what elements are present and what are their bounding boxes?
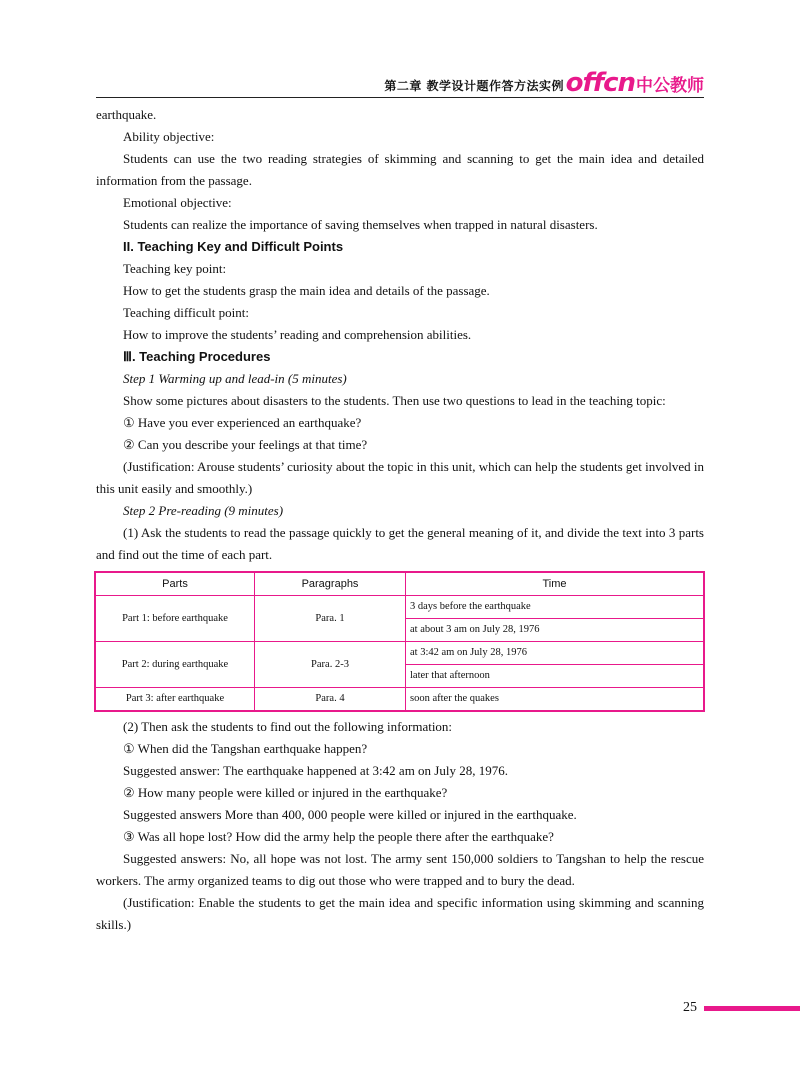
table-cell-part: Part 2: during earthquake	[95, 642, 255, 688]
table-cell-time: later that afternoon	[406, 665, 705, 688]
ability-objective-text: Students can use the two reading strategies of skimming and scanning to get the main idea and detailed information from the passage.	[96, 151, 704, 188]
key-point-text: How to get the students grasp the main idea and details of the passage.	[123, 283, 490, 298]
table-header-cell: Time	[406, 572, 705, 596]
table-row	[95, 642, 704, 665]
ability-objective-label: Ability objective:	[123, 129, 215, 144]
table-cell-time: at about 3 am on July 28, 1976	[406, 619, 705, 642]
emotional-objective-label: Emotional objective:	[123, 195, 232, 210]
table-cell-time: 3 days before the earthquake	[406, 596, 705, 619]
question-2: ② Can you describe your feelings at that time?	[123, 437, 368, 452]
parts-table	[94, 571, 705, 712]
table-row	[95, 596, 704, 619]
answer-4: Suggested answers More than 400, 000 people were killed or injured in the earthquake.	[123, 807, 577, 822]
step-2-heading: Step 2 Pre-reading (9 minutes)	[123, 503, 284, 518]
logo-latin-text: offcn	[565, 68, 635, 98]
step-2-followup: (2) Then ask the students to find out the following information:	[123, 719, 453, 734]
difficult-point-text: How to improve the students’ reading and comprehension abilities.	[123, 327, 472, 342]
page-accent-bar	[704, 1006, 800, 1011]
question-1: ① Have you ever experienced an earthquake?	[123, 415, 362, 430]
page-number: 25	[683, 1000, 697, 1015]
table-cell-part: Part 3: after earthquake	[95, 688, 255, 712]
table-row	[95, 688, 704, 712]
page-body	[96, 104, 704, 936]
table-header-cell: Parts	[95, 572, 255, 596]
answer-3: Suggested answer: The earthquake happened at 3:42 am on July 28, 1976.	[123, 763, 508, 778]
section-heading-procedures: Ⅲ. Teaching Procedures	[123, 349, 271, 364]
emotional-objective-text: Students can realize the importance of saving themselves when trapped in natural disasters.	[123, 217, 598, 232]
difficult-point-label: Teaching difficult point:	[123, 305, 249, 320]
table-cell-para: Para. 1	[255, 596, 406, 642]
table-header-row	[95, 572, 704, 596]
justification-2: (Justification: Enable the students to get the main idea and specific information using skimming and scanning skills.)	[96, 895, 704, 932]
table-cell-time: at 3:42 am on July 28, 1976	[406, 642, 705, 665]
question-4: ② How many people were killed or injured in the earthquake?	[123, 785, 448, 800]
question-5: ③ Was all hope lost? How did the army help the people there after the earthquake?	[123, 829, 554, 844]
table-cell-time: soon after the quakes	[406, 688, 705, 712]
text-line: earthquake.	[96, 107, 157, 122]
step-2-instruction: (1) Ask the students to read the passage quickly to get the general meaning of it, and divide the text into 3 parts and find out the time of each part.	[96, 525, 704, 562]
step-1-heading: Step 1 Warming up and lead-in (5 minutes)	[123, 371, 347, 386]
question-3: ① When did the Tangshan earthquake happen?	[123, 741, 368, 756]
chapter-title: 第二章 教学设计题作答方法实例	[384, 79, 564, 93]
table-cell-part: Part 1: before earthquake	[95, 596, 255, 642]
page-header	[0, 62, 800, 102]
answer-5: Suggested answers: No, all hope was not lost. The army sent 150,000 soldiers to Tangshan to help the rescue workers. The army organized teams to dig out those who were trapped and to bury the dead.	[96, 851, 704, 888]
logo-chinese-text: 中公教师	[636, 76, 704, 96]
justification-1: (Justification: Arouse students’ curiosity about the topic in this unit, which can help the students get involved in this unit easily and smoothly.)	[96, 459, 704, 496]
table-header-cell: Paragraphs	[255, 572, 406, 596]
offcn-logo	[566, 68, 704, 98]
header-divider	[96, 97, 704, 98]
table-cell-para: Para. 4	[255, 688, 406, 712]
key-point-label: Teaching key point:	[123, 261, 227, 276]
step-1-text: Show some pictures about disasters to the students. Then use two questions to lead in the teaching topic:	[123, 393, 666, 408]
table-cell-para: Para. 2-3	[255, 642, 406, 688]
section-heading-key-points: II. Teaching Key and Difficult Points	[123, 239, 344, 254]
